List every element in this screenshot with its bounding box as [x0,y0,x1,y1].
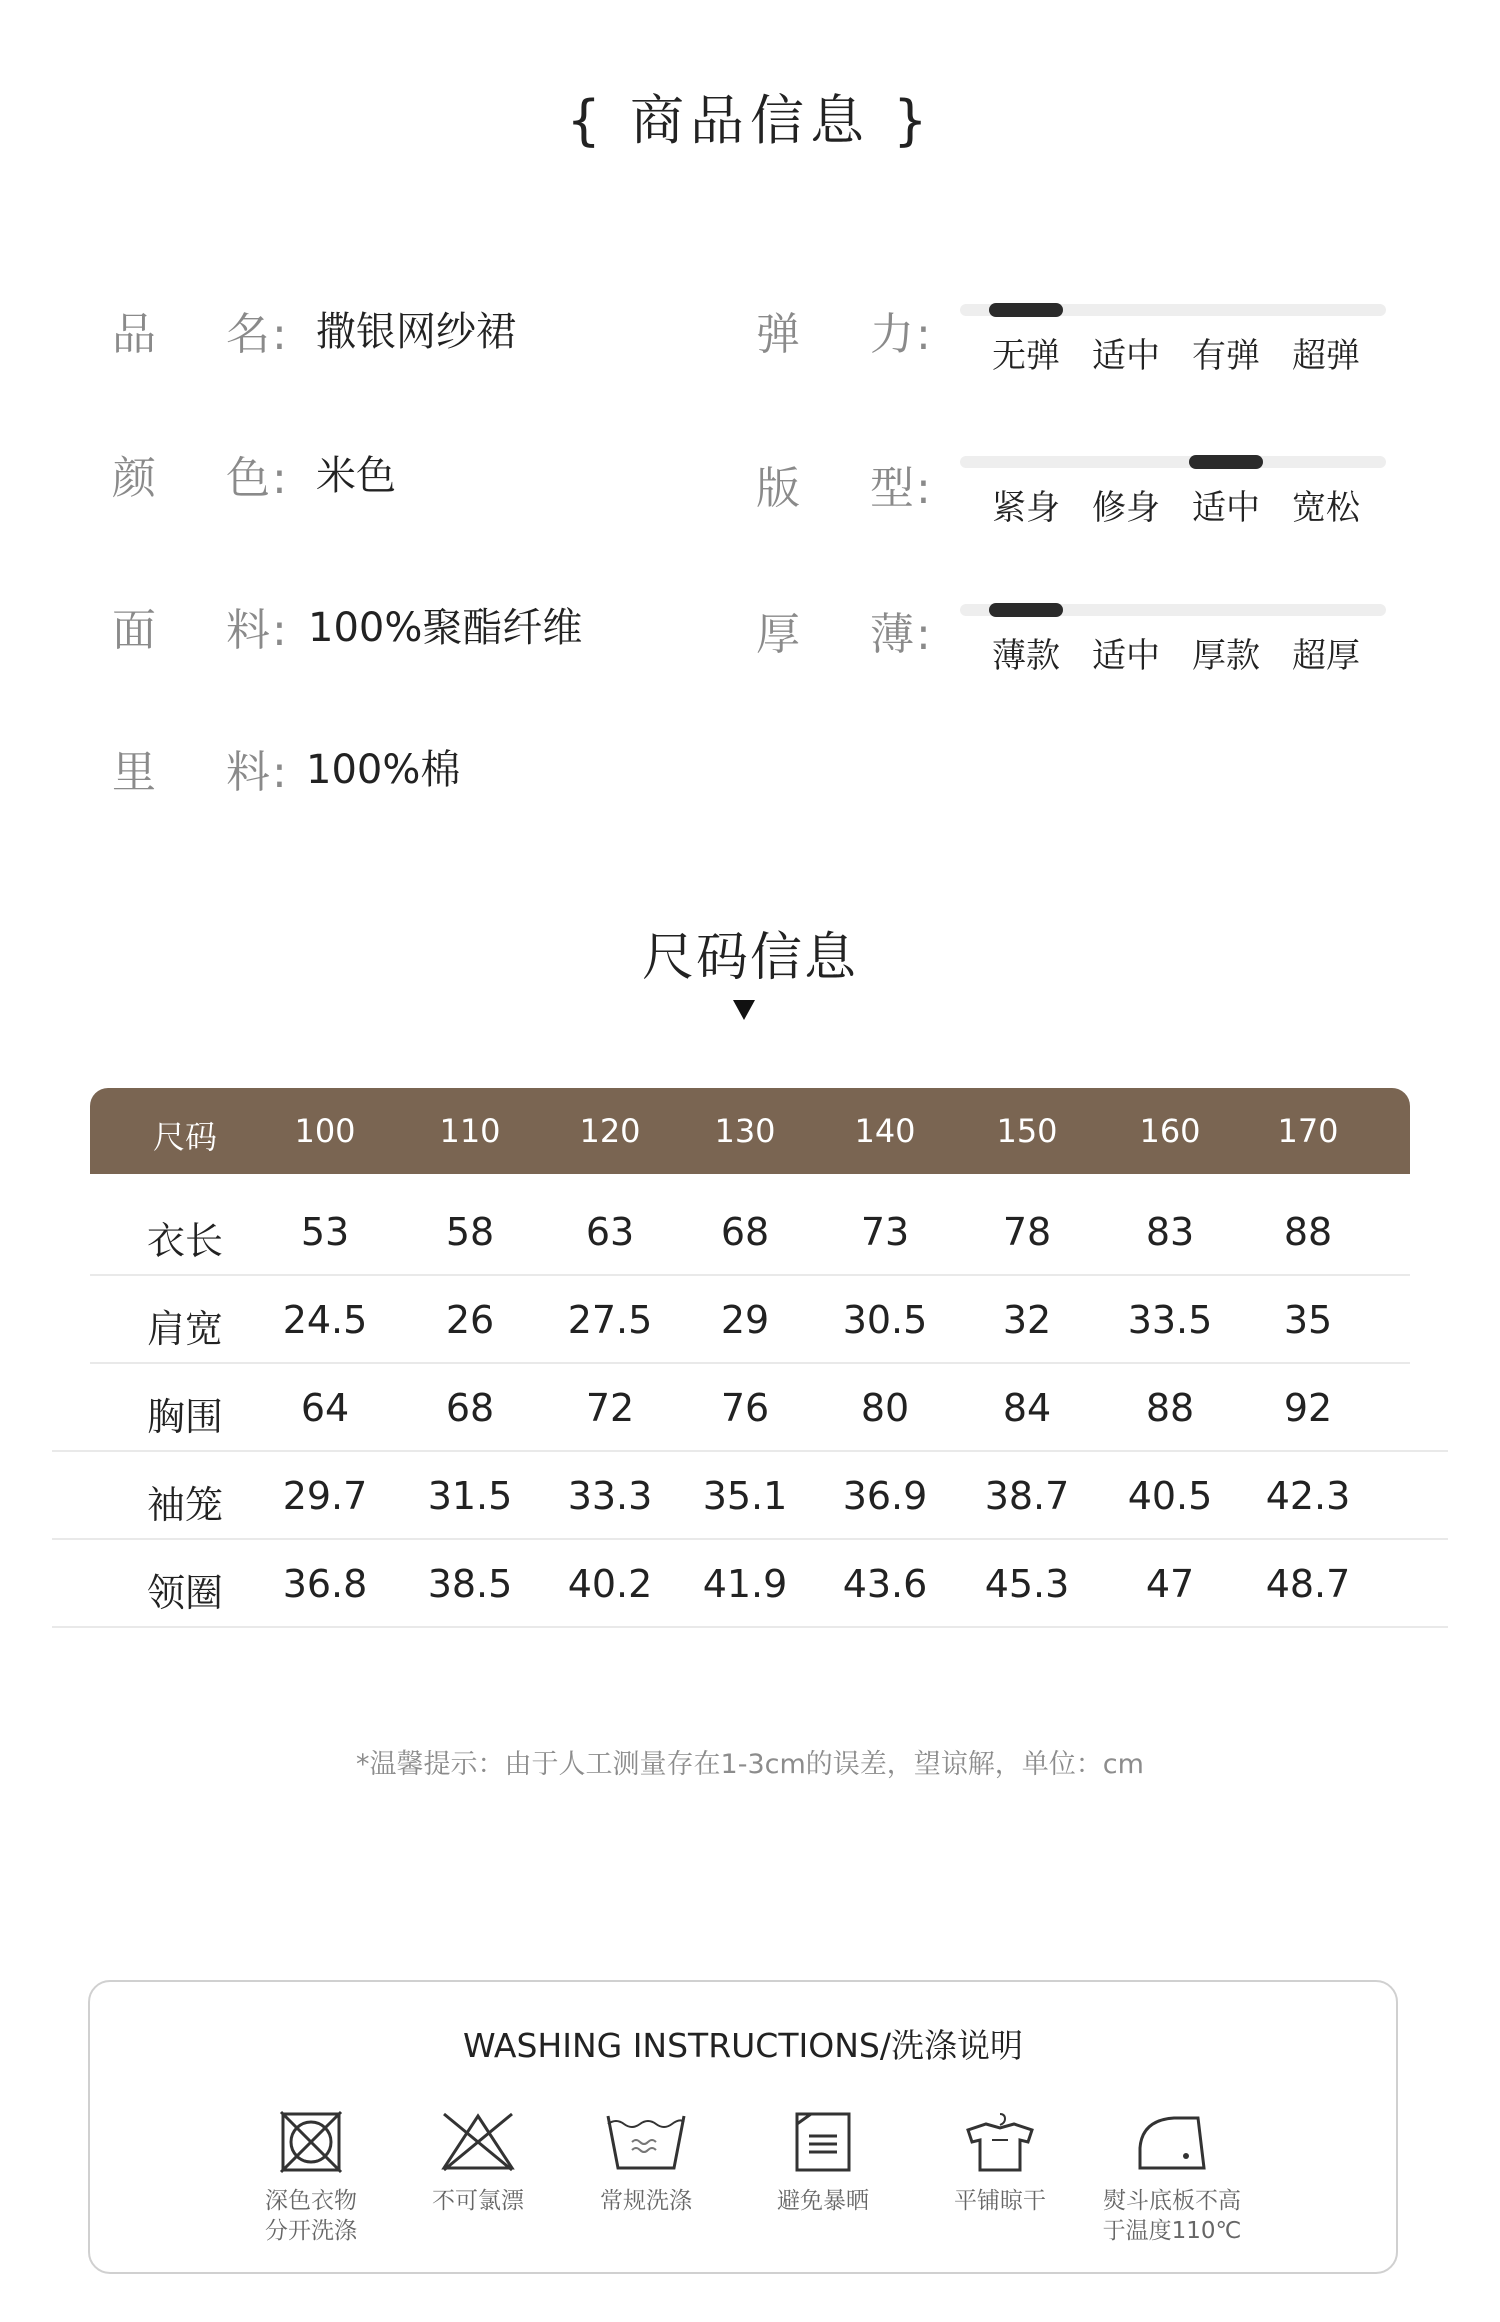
table-cell: 83 [1145,1210,1195,1254]
table-cell: 30.5 [842,1298,928,1342]
wash-caption-line1: 平铺晾干 [954,2188,1046,2214]
table-cell: 40.5 [1127,1474,1213,1518]
table-cell: 肩宽 [146,1307,223,1351]
table-cell: 36.8 [282,1562,368,1606]
table-row [90,1362,1410,1450]
table-cell: 73 [860,1210,910,1254]
table-cell: 33.3 [567,1474,653,1518]
washing-title: WASHING INSTRUCTIONS/洗涤说明 [463,2026,1023,2065]
table-cell: 72 [585,1386,635,1430]
row-divider [90,1274,1410,1276]
size-table-header [90,1088,1410,1174]
thickness-scale [960,604,1386,684]
wash-caption-line1: 熨斗底板不高 [1103,2188,1241,2214]
scale-label-part2: 薄: [870,609,933,660]
elasticity-scale [960,304,1386,384]
wash-caption [216,2186,406,2246]
scale-label-part1: 弹 [756,309,802,360]
header-cell: 100 [294,1112,356,1150]
scale-option: 薄款 [992,636,1060,676]
table-cell: 24.5 [282,1298,368,1342]
table-cell: 68 [720,1210,770,1254]
attr-label-part1: 里 [112,747,158,798]
table-cell: 53 [300,1210,350,1254]
table-cell: 84 [1002,1386,1052,1430]
row-divider [90,1362,1410,1364]
header-cell: 170 [1277,1112,1339,1150]
attr-label-part2: 色: [226,453,289,504]
washing-instructions-panel [88,1980,1398,2274]
table-cell: 76 [720,1386,770,1430]
attr-label-color [112,442,289,506]
attr-label-fabric [112,594,289,658]
scale-option: 无弹 [992,336,1060,376]
wash-tub-icon [604,2110,688,2174]
scale-label-part2: 力: [870,309,933,360]
row-divider [52,1626,1448,1628]
scale-label-elasticity [756,298,933,362]
fit-scale [960,456,1386,536]
table-cell: 35.1 [702,1474,788,1518]
scale-label-part2: 型: [870,463,933,514]
table-row [90,1538,1410,1626]
wash-item [383,2110,573,2216]
header-cell: 140 [854,1112,916,1150]
attr-label-lining [112,736,289,800]
table-cell: 衣长 [146,1219,223,1263]
wash-item [551,2110,741,2216]
size-info-title: 尺码信息 [641,928,858,988]
header-cell: 110 [439,1112,501,1150]
attr-label-name [112,298,289,362]
table-cell: 31.5 [427,1474,513,1518]
product-info-title: { 商品信息 } [566,89,934,152]
scale-option: 适中 [1192,488,1260,528]
table-cell: 32 [1002,1298,1052,1342]
table-cell: 88 [1145,1386,1195,1430]
scale-indicator [1189,455,1263,469]
table-cell: 29.7 [282,1474,368,1518]
table-cell: 47 [1145,1562,1195,1606]
flat-dry-icon [962,2110,1038,2174]
wash-caption-line1: 避免暴晒 [777,2188,869,2214]
wash-item [728,2110,918,2216]
attr-value-fabric: 100%聚酯纤维 [308,605,583,651]
table-cell: 48.7 [1265,1562,1351,1606]
attr-label-part2: 料: [226,605,289,656]
scale-option: 有弹 [1192,336,1260,376]
row-divider [52,1538,1448,1540]
wash-caption [383,2186,573,2216]
scale-option: 修身 [1092,488,1160,528]
wash-caption-line1: 常规洗涤 [600,2188,692,2214]
wash-caption [551,2186,741,2216]
table-cell: 41.9 [702,1562,788,1606]
scale-indicator [989,303,1063,317]
table-cell: 80 [860,1386,910,1430]
table-cell: 胸围 [146,1395,223,1439]
table-cell: 36.9 [842,1474,928,1518]
table-cell: 64 [300,1386,350,1430]
scale-option: 厚款 [1192,636,1260,676]
table-row [90,1186,1410,1274]
attr-label-part1: 颜 [112,453,158,504]
iron-icon [1134,2110,1210,2174]
header-cell: 130 [714,1112,776,1150]
table-cell: 27.5 [567,1298,653,1342]
scale-label-fit [756,452,933,516]
no-tumble-dry-icon [279,2110,343,2174]
scale-option: 适中 [1092,636,1160,676]
attr-value-lining: 100%棉 [306,747,461,793]
table-cell: 78 [1002,1210,1052,1254]
table-cell: 40.2 [567,1562,653,1606]
table-cell: 42.3 [1265,1474,1351,1518]
no-bleach-icon [438,2110,518,2174]
wash-caption-line2: 于温度110℃ [1102,2218,1242,2244]
scale-option: 宽松 [1292,488,1360,528]
wash-caption-line1: 深色衣物 [265,2188,357,2214]
table-cell: 68 [445,1386,495,1430]
measurement-note: *温馨提示：由于人工测量存在1-3cm的误差，望谅解，单位：cm [356,1749,1144,1780]
table-cell: 33.5 [1127,1298,1213,1342]
table-cell: 38.5 [427,1562,513,1606]
scale-option: 超厚 [1292,636,1360,676]
row-divider [52,1450,1448,1452]
attr-value-color: 米色 [316,453,396,499]
table-cell: 88 [1283,1210,1333,1254]
shade-dry-icon [791,2110,855,2174]
wash-caption-line1: 不可氯漂 [432,2188,524,2214]
table-cell: 35 [1283,1298,1333,1342]
table-cell: 26 [445,1298,495,1342]
scale-label-thickness [756,598,933,662]
scale-label-part1: 厚 [756,609,802,660]
table-cell: 92 [1283,1386,1333,1430]
scale-option: 紧身 [992,488,1060,528]
scale-track [960,456,1386,468]
attr-label-part1: 品 [112,309,158,360]
header-cell: 120 [579,1112,641,1150]
table-cell: 58 [445,1210,495,1254]
wash-item [1077,2110,1267,2246]
wash-item [216,2110,406,2246]
attr-value-name: 撒银网纱裙 [316,309,516,355]
table-cell: 38.7 [984,1474,1070,1518]
table-cell: 63 [585,1210,635,1254]
wash-item [905,2110,1095,2216]
attr-label-part2: 料: [226,747,289,798]
table-cell: 袖笼 [146,1483,223,1527]
table-cell: 45.3 [984,1562,1070,1606]
scale-option: 适中 [1092,336,1160,376]
table-row [90,1274,1410,1362]
table-row [90,1450,1410,1538]
wash-caption [728,2186,918,2216]
attr-label-part1: 面 [112,605,158,656]
wash-caption [905,2186,1095,2216]
attr-label-part2: 名: [226,309,289,360]
header-cell: 150 [996,1112,1058,1150]
wash-caption [1077,2186,1267,2246]
header-cell: 尺码 [152,1118,217,1156]
table-cell: 领圈 [146,1571,223,1615]
table-cell: 43.6 [842,1562,928,1606]
wash-caption-line2: 分开洗涤 [265,2218,357,2244]
header-cell: 160 [1139,1112,1201,1150]
scale-option: 超弹 [1292,336,1360,376]
scale-label-part1: 版 [756,463,802,514]
down-arrow-icon [733,1000,755,1020]
scale-indicator [989,603,1063,617]
table-cell: 29 [720,1298,770,1342]
